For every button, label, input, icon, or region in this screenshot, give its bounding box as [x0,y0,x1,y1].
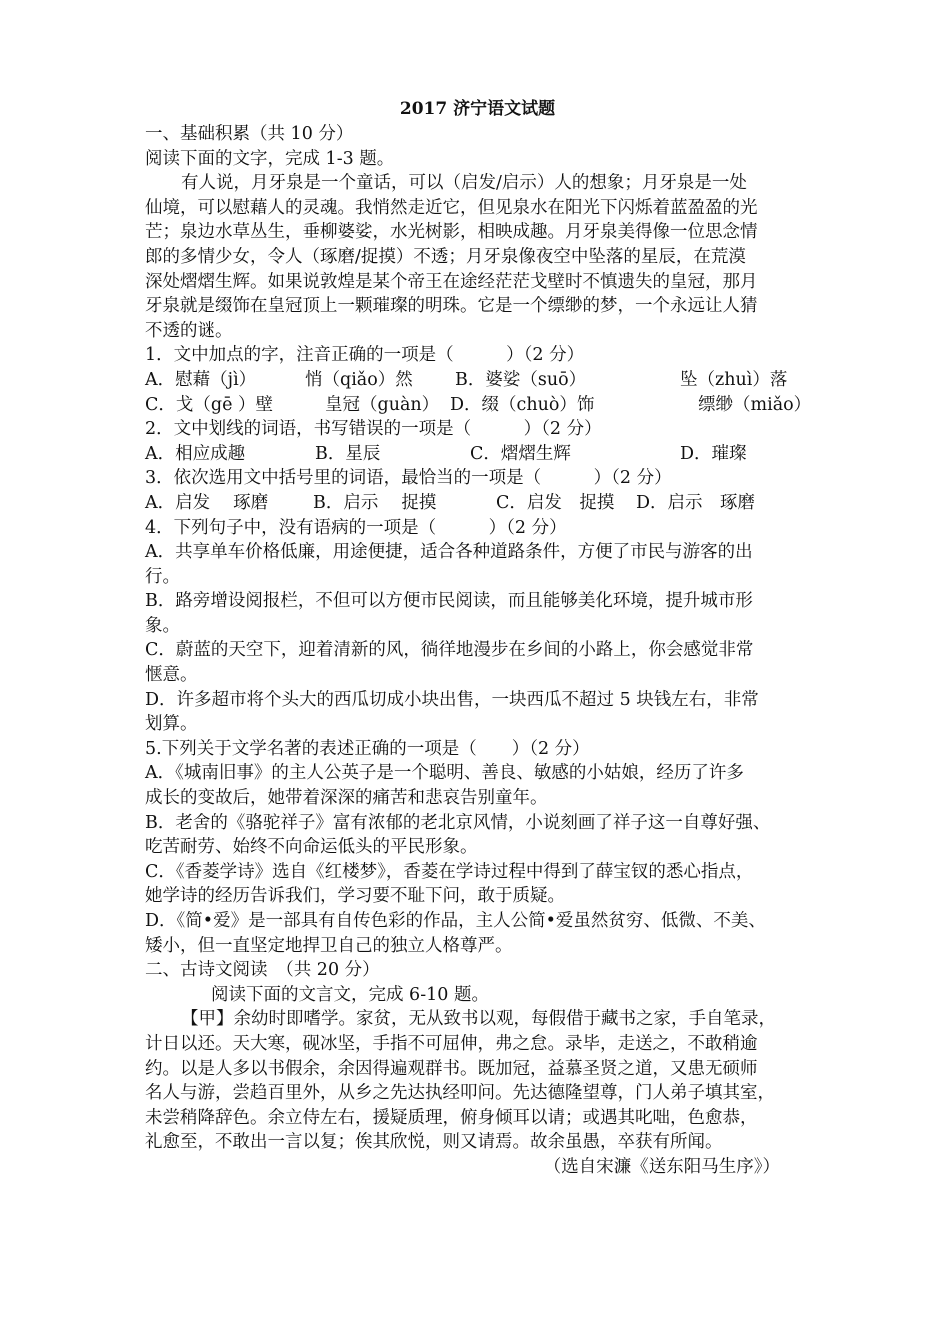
passage-line: 牙泉就是缀饰在皇冠顶上一颗璀璨的明珠。它是一个缥缈的梦，一个永远让人猜 [145,296,758,317]
section1-intro: 阅读下面的文字，完成 1-3 题。 [145,148,395,169]
section2-intro: 阅读下面的文言文，完成 6-10 题。 [211,984,489,1005]
options-row [145,393,810,418]
option: B．婆娑（suō） [455,369,587,390]
option-line: B．路旁增设阅报栏，不但可以方便市民阅读，而且能够美化环境，提升城市形 [145,591,753,612]
question-stem: 1．文中加点的字，注音正确的一项是（ ）（2 分） [145,345,585,366]
option: D．缀（chuò）饰 [450,394,595,415]
passage-source: （选自宋濂《送东阳马生序》） [543,1156,780,1177]
option-line: 矮小，但一直坚定地捍卫自己的独立人格尊严。 [145,935,513,956]
option: 悄（qiǎo）然 [305,369,413,390]
option: C．熠熠生辉 [470,443,571,464]
question-5 [145,737,810,958]
option: C．启发 捉摸 [496,492,615,513]
option: B．星辰 [315,443,381,464]
option-line: A．共享单车价格低廉，用途便捷，适合各种道路条件，方便了市民与游客的出 [145,542,753,563]
passage-line: 有人说，月牙泉是一个童话，可以（启发/启示）人的想象；月牙泉是一处 [181,173,747,194]
passage-line: 芒；泉边水草丛生，垂柳婆娑，水光树影，相映成趣。月牙泉美得像一位思念情 [145,222,758,243]
option-line: 行。 [145,566,180,587]
section2-heading: 二、古诗文阅读 （共 20 分） [145,960,380,981]
question-stem: 4．下列句子中，没有语病的一项是（ ）（2 分） [145,517,567,538]
option-line: B．老舍的《骆驼祥子》富有浓郁的老北京风情，小说刻画了祥子这一自尊好强、 [145,812,771,833]
question-stem: 3．依次选用文中括号里的词语，最恰当的一项是（ ）（2 分） [145,468,672,489]
passage-line: 深处熠熠生辉。如果说敦煌是某个帝王在途经茫茫戈壁时不慎遗失的皇冠，那月 [145,271,758,292]
option-line: C．蔚蓝的天空下，迎着清新的风，徜徉地漫步在乡间的小路上，你会感觉非常 [145,640,754,661]
page-title: 2017 济宁语文试题 [399,99,556,119]
option-line: C．《香菱学诗》选自《红楼梦》，香菱在学诗过程中得到了薛宝钗的悉心指点， [145,861,754,882]
section2-passage [145,1007,810,1155]
option: A．慰藉（jì） [145,369,257,390]
option-line: 惬意。 [145,665,198,686]
question-4 [145,516,810,737]
option: A．相应成趣 [145,443,246,464]
passage-line: 礼愈至，不敢出一言以复；俟其欣悦，则又请焉。故余虽愚，卒获有所闻。 [145,1132,723,1153]
section1-passage [145,171,810,343]
option: D．璀璨 [680,443,747,464]
question-stem: 2．文中划线的词语，书写错误的一项是（ ）（2 分） [145,419,602,440]
options-row [145,368,810,393]
question-3 [145,466,810,515]
option-line: 划算。 [145,714,198,735]
passage-line: 郎的多情少女，令人（琢磨/捉摸）不透；月牙泉像夜空中坠落的星辰，在荒漠 [145,246,746,267]
question-stem: 5.下列关于文学名著的表述正确的一项是（ ）（2 分） [145,738,590,759]
option-line: 吃苦耐劳、始终不向命运低头的平民形象。 [145,837,478,858]
option-line: 象。 [145,615,180,636]
section1-heading: 一、基础积累（共 10 分） [145,124,354,144]
passage-line: 未尝稍降辞色。余立侍左右，援疑质理，俯身倾耳以请；或遇其叱咄，色愈恭， [145,1107,758,1128]
passage-line: 不透的谜。 [145,320,233,341]
options-row [145,491,810,516]
question-1 [145,343,810,417]
option-line: 成长的变故后，她带着深深的痛苦和悲哀告别童年。 [145,788,548,809]
document-page [145,96,810,1180]
option: D．启示 琢磨 [636,492,756,513]
passage-line: 【甲】余幼时即嗜学。家贫，无从致书以观，每假借于藏书之家，手自笔录， [181,1009,776,1030]
option: B．启示 捉摸 [313,492,437,513]
passage-line: 名人与游，尝趋百里外，从乡之先达执经叩问。先达德隆望尊，门人弟子填其室， [145,1083,775,1104]
option-line: D．许多超市将个头大的西瓜切成小块出售，一块西瓜不超过 5 块钱左右，非常 [145,689,759,710]
option: 坠（zhuì）落 [680,369,788,390]
option-line: D．《简•爱》是一部具有自传色彩的作品，主人公简•爱虽然贫穷、低微、不美、 [145,911,766,931]
option: C．戈（gē ）壁 [145,394,274,415]
option-line: A．《城南旧事》的主人公英子是一个聪明、善良、敏感的小姑娘，经历了许多 [145,763,744,784]
option: A．启发 琢磨 [145,492,269,513]
option: 缥缈（miǎo） [698,394,812,415]
options-row [145,442,810,467]
option: 皇冠（guàn） [325,394,440,415]
passage-line: 仙境，可以慰藉人的灵魂。我悄然走近它，但见泉水在阳光下闪烁着蓝盈盈的光 [145,197,758,218]
question-2 [145,417,810,466]
option-line: 她学诗的经历告诉我们，学习要不耻下问，敢于质疑。 [145,886,565,907]
passage-line: 计日以还。天大寒，砚冰坚，手指不可屈伸，弗之怠。录毕，走送之，不敢稍逾 [145,1033,758,1054]
passage-line: 约。以是人多以书假余，余因得遍观群书。既加冠，益慕圣贤之道，又患无硕师 [145,1058,758,1079]
